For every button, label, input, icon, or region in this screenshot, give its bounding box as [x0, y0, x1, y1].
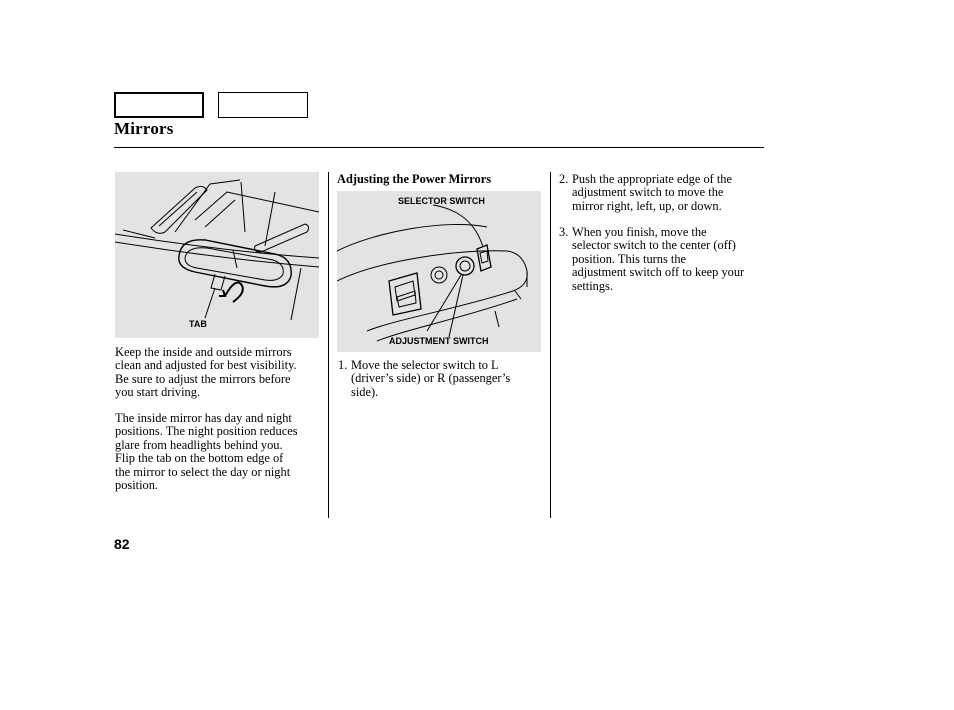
text-line: selector switch to the center (off) [572, 238, 736, 253]
text-line: The inside mirror has day and night [115, 411, 292, 425]
text-line: adjustment switch to move the [572, 185, 724, 200]
step-number: 1. [338, 358, 348, 372]
text-line: Move the selector switch to L [351, 358, 499, 372]
text-line: Be sure to adjust the mirrors before [115, 371, 291, 386]
column-divider-2 [550, 172, 551, 518]
page-title: Mirrors [114, 119, 174, 138]
nav-tab-box-2[interactable] [218, 92, 308, 118]
text-line: the mirror to select the day or night [115, 464, 291, 479]
tab-callout: TAB [189, 319, 207, 329]
text-line: Flip the tab on the bottom edge of [115, 451, 284, 466]
selector-switch-callout: SELECTOR SWITCH [398, 196, 485, 206]
text-line: Push the appropriate edge of the [572, 172, 732, 186]
text-line: side). [351, 384, 379, 399]
switch-panel-drawing [337, 191, 541, 352]
text-line: position. [115, 478, 159, 493]
text-line: glare from headlights behind you. [115, 437, 283, 452]
text-line: position. This turns the [572, 251, 687, 266]
section-heading: Adjusting the Power Mirrors [337, 172, 492, 186]
step-2 [559, 173, 764, 218]
day-night-paragraph [115, 412, 325, 492]
mirror-care-paragraph [115, 346, 325, 400]
step-3 [559, 226, 764, 296]
nav-tab-box-1[interactable] [114, 92, 204, 118]
text-line: mirror right, left, up, or down. [572, 198, 722, 213]
text-line: positions. The night position reduces [115, 424, 298, 439]
page-number: 82 [114, 536, 130, 552]
text-line: When you finish, move the [572, 225, 707, 239]
rearview-mirror-drawing [115, 172, 319, 338]
text-line: clean and adjusted for best visibility. [115, 358, 297, 373]
step-1 [338, 359, 548, 404]
text-line: you start driving. [115, 385, 201, 400]
step-number: 3. [559, 225, 569, 239]
text-line: Keep the inside and outside mirrors [115, 345, 292, 359]
power-mirror-switch-illustration [337, 191, 541, 352]
adjustment-switch-callout: ADJUSTMENT SWITCH [389, 336, 489, 346]
text-line: (driver’s side) or R (passenger’s [351, 371, 511, 386]
rearview-mirror-illustration [115, 172, 319, 338]
column-divider-1 [328, 172, 329, 518]
text-line: adjustment switch off to keep your [572, 265, 745, 280]
step-number: 2. [559, 172, 569, 186]
text-line: settings. [572, 278, 613, 293]
title-rule [114, 147, 764, 148]
